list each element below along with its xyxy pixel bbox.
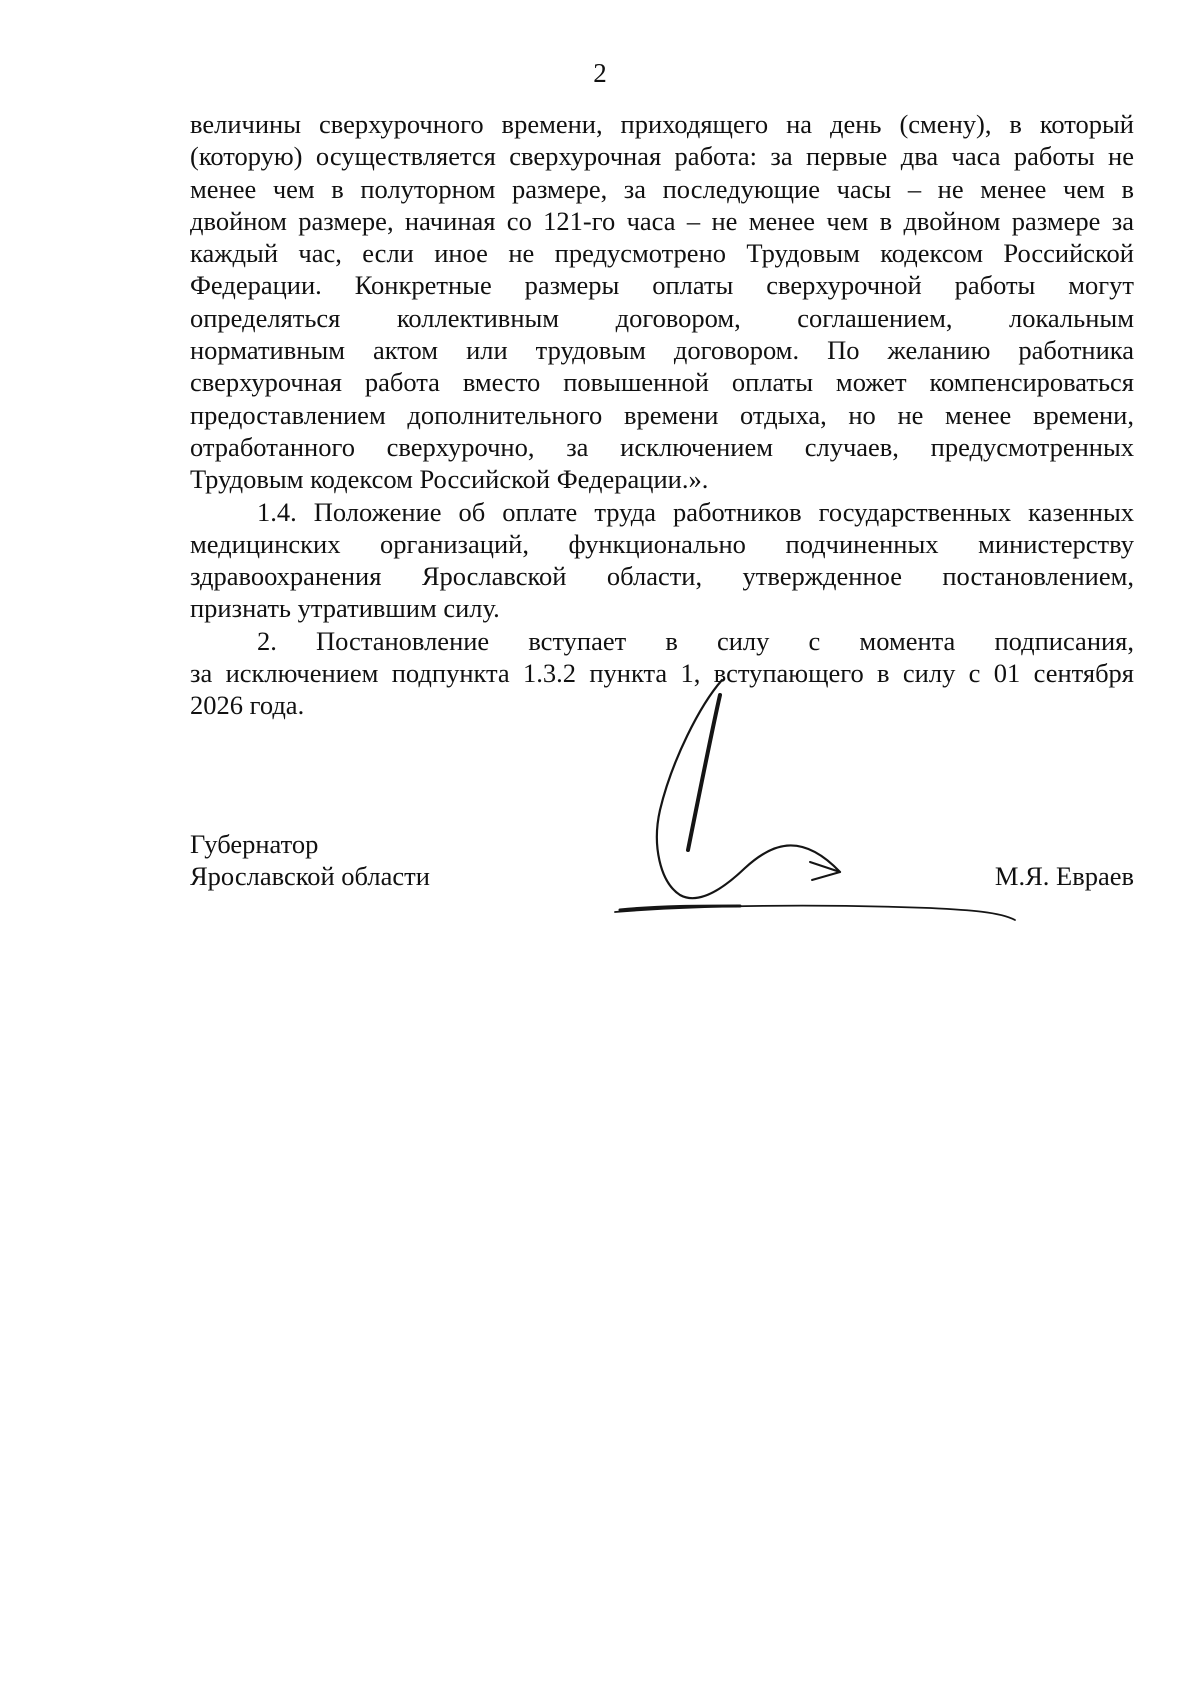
text-line: отработанного сверхурочно, за исключением случаев, предусмотренных: [190, 431, 1134, 462]
text-line: 2. Постановление вступает в силу с момента подписания,: [257, 625, 1134, 656]
clause-2: [190, 625, 1134, 722]
signatory-region: Ярославской области: [190, 861, 430, 891]
text-line: Федерации. Конкретные размеры оплаты сверхурочной работы могут: [190, 270, 1134, 301]
text-line: нормативным актом или трудовым договором. По желанию работника: [190, 335, 1134, 366]
text-line: сверхурочная работа вместо повышенной оплаты может компенсироваться: [190, 367, 1134, 398]
text-line: за исключением подпункта 1.3.2 пункта 1, вступающего в силу с 01 сентября: [190, 658, 1134, 689]
text-line: здравоохранения Ярославской области, утвержденное постановлением,: [190, 561, 1134, 592]
text-line: каждый час, если иное не предусмотрено Трудовым кодексом Российской: [190, 238, 1134, 269]
text-line: предоставлением дополнительного времени отдыха, но не менее времени,: [190, 399, 1134, 430]
text-line: величины сверхурочного времени, приходящего на день (смену), в который: [190, 109, 1134, 139]
text-line: менее чем в полуторном размере, за последующие часы – не менее чем в: [190, 173, 1134, 204]
signatory-title: Губернатор: [190, 829, 319, 859]
clause-1-4: [190, 496, 1134, 625]
text-line: Трудовым кодексом Российской Федерации.».: [190, 464, 709, 495]
document-body: [190, 108, 1134, 722]
signer-name: М.Я. Евраев: [994, 861, 1134, 891]
text-line: признать утратившим силу.: [190, 593, 500, 624]
text-line: двойном размере, начиная со 121-го часа – не менее чем в двойном размере за: [190, 205, 1134, 236]
signature-underline-thick: [620, 906, 740, 910]
text-line: (которую) осуществляется сверхурочная работа: за первые два часа работы не: [190, 141, 1134, 172]
signatory-position: [190, 828, 430, 892]
text-line: медицинских организаций, функционально подчиненных министерству: [190, 528, 1134, 559]
text-line: определяться коллективным договором, соглашением, локальным: [190, 302, 1134, 333]
text-line: 2026 года.: [190, 690, 305, 721]
text-line: 1.4. Положение об оплате труда работников государственных казенных: [257, 496, 1134, 527]
signature-tail-stroke: [810, 862, 840, 880]
page-number: 2: [593, 58, 607, 88]
paragraph-continuation: [190, 108, 1134, 496]
signature-underline: [615, 906, 1015, 920]
